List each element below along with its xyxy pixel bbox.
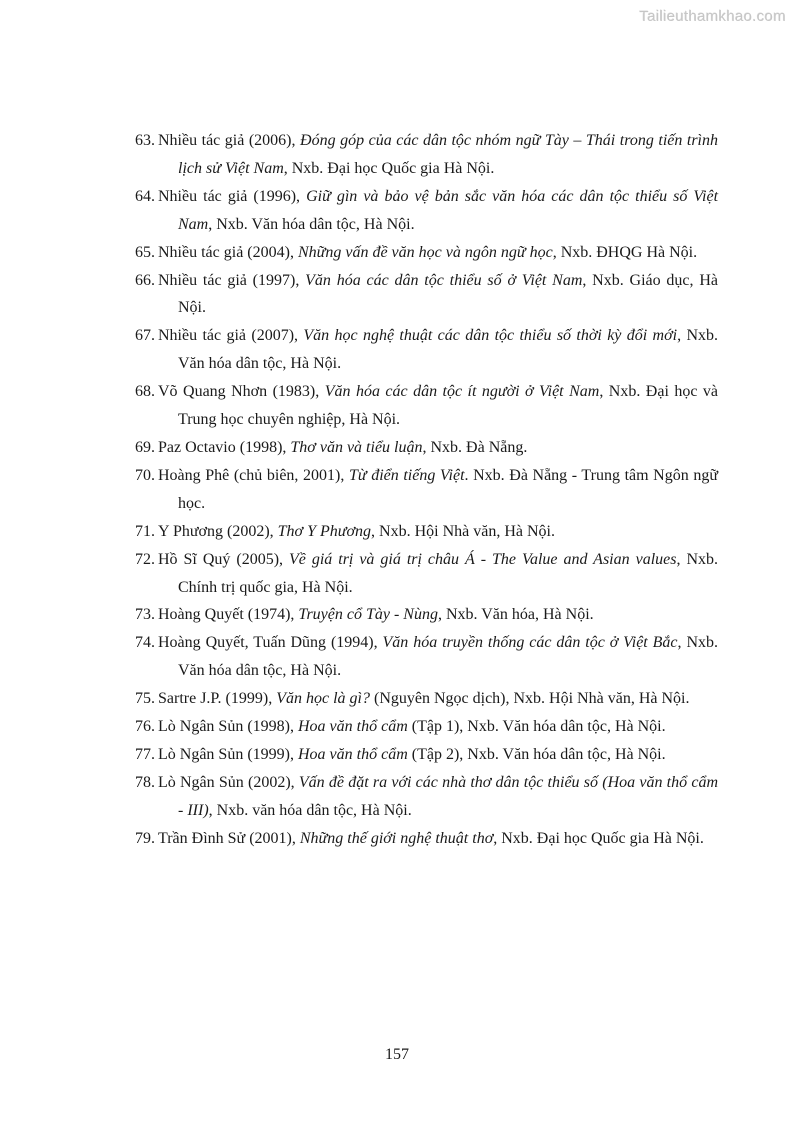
reference-entry: [135, 434, 718, 462]
reference-entry: [135, 741, 718, 769]
reference-publisher: , Nxb. ĐHQG Hà Nội.: [552, 243, 698, 261]
reference-author-year: Nhiều tác giả (2004),: [158, 243, 298, 261]
reference-author-year: Lò Ngân Sủn (2002),: [158, 773, 299, 791]
reference-entry: [135, 546, 718, 602]
reference-number: 70.: [135, 466, 155, 484]
reference-publisher: , Nxb. Văn hóa dân tộc, Hà Nội.: [208, 215, 415, 233]
reference-entry: [135, 378, 718, 434]
reference-publisher: (Tập 2), Nxb. Văn hóa dân tộc, Hà Nội.: [407, 745, 666, 763]
reference-author-year: Hoàng Phê (chủ biên, 2001),: [158, 466, 349, 484]
reference-publisher: (Tập 1), Nxb. Văn hóa dân tộc, Hà Nội.: [407, 718, 666, 736]
reference-title: Về giá trị và giá trị châu Á - The Value and Asian values: [288, 550, 677, 568]
reference-title: Văn hóa truyền thống các dân tộc ở Việt Bắc: [382, 634, 678, 652]
reference-list: [135, 127, 718, 853]
reference-title: Văn học là gì?: [276, 690, 370, 708]
reference-publisher: , Nxb. Đại học Quốc gia Hà Nội.: [283, 159, 495, 177]
reference-author-year: Nhiều tác giả (1997),: [158, 271, 306, 289]
reference-number: 67.: [135, 327, 155, 345]
reference-title: Thơ Y Phương: [277, 522, 372, 540]
reference-number: 75.: [135, 690, 155, 708]
reference-entry: [135, 127, 718, 183]
reference-author-year: Y Phương (2002),: [158, 522, 278, 540]
reference-entry: [135, 462, 718, 518]
reference-number: 77.: [135, 745, 155, 763]
reference-entry: [135, 685, 718, 713]
reference-publisher: , Nxb. Đà Nẵng.: [422, 438, 528, 456]
reference-author-year: Hoàng Quyết (1974),: [158, 606, 299, 624]
reference-publisher: , Nxb. Đại học Quốc gia Hà Nội.: [493, 829, 704, 847]
reference-entry: [135, 769, 718, 825]
reference-number: 63.: [135, 132, 155, 149]
reference-number: 66.: [135, 271, 155, 289]
reference-number: 72.: [135, 550, 155, 568]
reference-title: Thơ văn và tiểu luận: [290, 438, 423, 456]
reference-author-year: Lò Ngân Sủn (1999),: [158, 745, 298, 763]
reference-number: 73.: [135, 606, 155, 624]
reference-publisher: , Nxb. Hội Nhà văn, Hà Nội.: [371, 522, 555, 540]
reference-entry: [135, 518, 718, 546]
reference-title: Hoa văn thổ cẩm: [297, 718, 408, 736]
reference-title: Những thế giới nghệ thuật thơ: [299, 829, 494, 847]
reference-number: 71.: [135, 522, 155, 540]
reference-author-year: Nhiều tác giả (2006),: [158, 132, 301, 149]
page-number: 157: [385, 1046, 409, 1063]
reference-author-year: Nhiều tác giả (2007),: [158, 327, 304, 345]
reference-entry: [135, 267, 718, 323]
reference-publisher: , Nxb. Văn hóa dân tộc, Hà Nội.: [178, 634, 718, 680]
reference-number: 65.: [135, 243, 155, 261]
reference-author-year: Võ Quang Nhơn (1983),: [158, 383, 325, 401]
reference-title: Truyện cổ Tày - Nùng: [298, 606, 438, 624]
reference-title: Đóng góp của các dân tộc nhóm ngữ Tày – Thái trong tiến trình lịch sử Việt Nam: [178, 132, 719, 177]
reference-publisher: , Nxb. Giáo dục, Hà Nội.: [178, 271, 718, 317]
reference-number: 69.: [135, 438, 155, 456]
reference-number: 78.: [135, 773, 155, 791]
reference-entry: [135, 713, 718, 741]
reference-author-year: Paz Octavio (1998),: [158, 438, 291, 456]
reference-title: Văn hóa các dân tộc thiểu số ở Việt Nam: [305, 271, 583, 289]
reference-title: Văn hóa các dân tộc ít người ở Việt Nam: [324, 383, 600, 401]
reference-entry: [135, 183, 718, 239]
reference-author-year: Trần Đình Sử (2001),: [158, 829, 300, 847]
reference-title: Vấn đề đặt ra với các nhà thơ dân tộc thiểu số (Hoa văn thổ cẩm - III): [178, 773, 719, 819]
reference-entry: [135, 825, 718, 853]
reference-author-year: Lò Ngân Sủn (1998),: [158, 718, 298, 736]
reference-number: 76.: [135, 718, 155, 736]
reference-publisher: . Nxb. Đà Nẵng - Trung tâm Ngôn ngữ học.: [178, 466, 718, 512]
reference-title: Giữ gìn và bảo vệ bản sắc văn hóa các dân tộc thiểu số Việt Nam: [178, 187, 719, 233]
reference-publisher: (Nguyên Ngọc dịch), Nxb. Hội Nhà văn, Hà Nội.: [369, 690, 690, 708]
reference-publisher: , Nxb. Văn hóa, Hà Nội.: [437, 606, 594, 624]
reference-entry: [135, 601, 718, 629]
reference-title: Từ điển tiếng Việt: [348, 466, 465, 484]
reference-publisher: , Nxb. Chính trị quốc gia, Hà Nội.: [178, 550, 718, 596]
reference-entry: [135, 629, 718, 685]
reference-number: 68.: [135, 383, 155, 401]
reference-entry: [135, 239, 718, 267]
reference-number: 74.: [135, 634, 155, 652]
reference-author-year: Hồ Sĩ Quý (2005),: [158, 550, 289, 568]
reference-publisher: , Nxb. văn hóa dân tộc, Hà Nội.: [208, 801, 412, 819]
reference-number: 79.: [135, 829, 155, 847]
watermark: Tailieuthamkhao.com: [639, 8, 786, 25]
reference-number: 64.: [135, 187, 155, 205]
reference-entry: [135, 322, 718, 378]
reference-publisher: , Nxb. Đại học và Trung học chuyên nghiệp, Hà Nội.: [178, 383, 719, 429]
reference-author-year: Nhiều tác giả (1996),: [158, 187, 307, 205]
reference-publisher: , Nxb. Văn hóa dân tộc, Hà Nội.: [178, 327, 719, 373]
reference-title: Hoa văn thổ cẩm: [297, 745, 408, 763]
reference-author-year: Sartre J.P. (1999),: [158, 690, 277, 708]
reference-author-year: Hoàng Quyết, Tuấn Dũng (1994),: [158, 634, 383, 652]
reference-title: Văn học nghệ thuật các dân tộc thiểu số thời kỳ đổi mới: [303, 327, 678, 345]
reference-title: Những vấn đề văn học và ngôn ngữ học: [297, 243, 553, 261]
